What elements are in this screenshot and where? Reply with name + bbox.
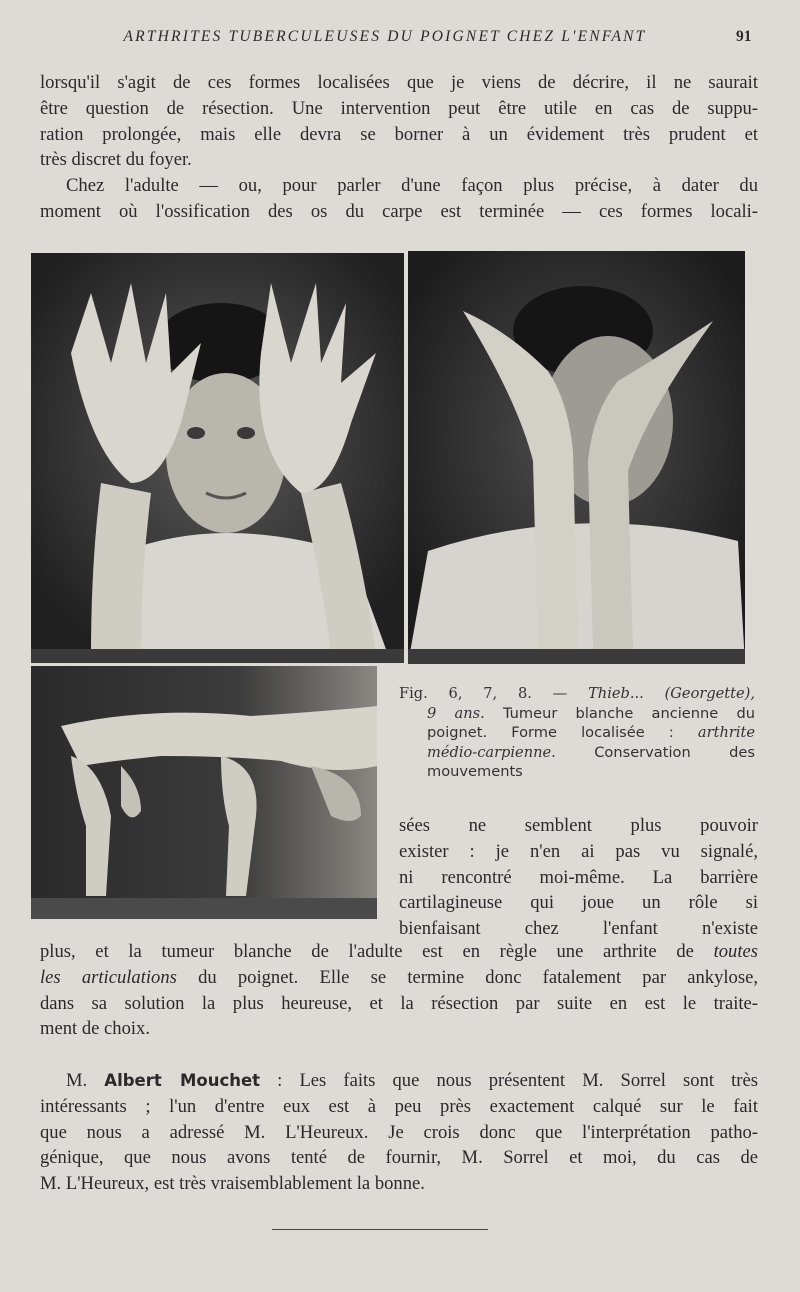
paragraph-discussion	[40, 1068, 758, 1197]
text-line: M. Albert Mouchet : Les faits que nous présentent M. Sorrel sont très	[66, 1070, 758, 1091]
text-line: exister : je n'en ai pas vu signalé,	[399, 840, 758, 862]
text-line: Chez l'adulte — ou, pour parler d'une façon plus précise, à dater du	[66, 175, 758, 197]
paragraph-2-wrapped	[399, 813, 758, 942]
caption-line: 9 ans. Tumeur blanche ancienne du	[427, 704, 755, 722]
photo-hands-side-illustration	[31, 666, 377, 919]
text-line: dans sa solution la plus heureuse, et la résection par suite en est le traite-	[40, 992, 758, 1014]
text-line: sées ne semblent plus pouvoir	[399, 815, 758, 836]
figure-photo-wrists-flexed	[408, 251, 745, 664]
patient-age: 9 ans.	[427, 704, 485, 722]
text-line: cartilagineuse qui joue un rôle si	[399, 892, 758, 914]
paragraph-1	[40, 70, 758, 225]
section-divider	[272, 1229, 488, 1230]
running-title: ARTHRITES TUBERCULEUSES DU POIGNET CHEZ L'ENFANT	[123, 28, 647, 45]
text-line: les articulations du poignet. Elle se termine donc fatalement par ankylose,	[40, 966, 758, 988]
page: ARTHRITES TUBERCULEUSES DU POIGNET CHEZ L'ENFANT 91 lorsqu'il s'agit de ces formes localisées que je viens de décrire, il ne saurait être question de résection. Une intervention peut être utile en cas de suppu- ration prolongée, mais elle devra se borner à un évidement très prudent et très discret du foyer. Chez l'adulte — ou, pour parler d'une façon plus précise, à dater du moment où l'ossification des os du carpe est terminée — ces formes locali- Fig. 6, 7, 8. — Thieb... (Georgette), 9 ans. Tumeur blanche ancienne du poignet. Forme localisée : arthrite médio-carpienne. Conservation des mouvements sées ne semblent plus pouvoir exister : je n'en ai pas vu signalé, ni rencontré moi-même. La barrière cartilagineuse qui joue un rôle si bienfaisant chez l'enfant n'existe plus, et la tumeur blanche de l'adulte est en règle une arthrite de toutes les articulations du poignet. Elle se termine donc fatalement par ankylose, dans sa solution la plus heureuse, et la résection par suite en est le traite- ment de choix. M. Albert Mouchet : Les faits que nous présentent M. Sorrel sont très intéressants ; l'un d'entre eux est à peu près exactement calqué sur le fait que nous a adressé M. L'Heureux. Je crois donc que l'interprétation patho- génique, que nous avons tenté de fournir, M. Sorrel et moi, du cas de M. L'Heureux, est très vraisemblablement la bonne.	[0, 0, 800, 1292]
caption-line	[399, 684, 755, 704]
text-line: être question de résection. Une intervention peut être utile en cas de suppu-	[40, 97, 758, 119]
text-line: génique, que nous avons tenté de fournir, M. Sorrel et moi, du cas de	[40, 1147, 758, 1169]
text-line: que nous a adressé M. L'Heureux. Je crois donc que l'interprétation patho-	[40, 1121, 758, 1143]
text-line: intéressants ; l'un d'entre eux est à peu près exactement calqué sur le fait	[40, 1095, 758, 1117]
photo-wrists-flexed-illustration	[408, 251, 745, 664]
text-line: plus, et la tumeur blanche de l'adulte est en règle une arthrite de toutes	[40, 941, 758, 962]
text-line: très discret du foyer.	[40, 149, 192, 171]
figure-caption	[399, 684, 755, 782]
text-line: ment de choix.	[40, 1018, 150, 1040]
text-line: ration prolongée, mais elle devra se borner à un évidement très prudent et	[40, 123, 758, 145]
caption-line: mouvements	[427, 763, 523, 781]
photo-hands-palms-illustration	[31, 253, 404, 663]
caption-line: médio-carpienne. Conservation des	[427, 743, 755, 761]
paragraph-2-continued	[40, 939, 758, 1042]
figure-label: Fig. 6, 7, 8. —	[399, 685, 589, 702]
text-line: lorsqu'il s'agit de ces formes localisées que je viens de décrire, il ne saurait	[40, 72, 758, 93]
caption-line: poignet. Forme localisée : arthrite	[427, 724, 755, 742]
text-line: moment où l'ossification des os du carpe est terminée — ces formes locali-	[40, 200, 758, 222]
patient-firstname: (Georgette),	[664, 685, 756, 702]
text-line: bienfaisant chez l'enfant n'existe	[399, 918, 758, 940]
speaker-name: Albert Mouchet	[104, 1071, 261, 1090]
figure-photo-hands-side	[31, 666, 377, 919]
figure-photo-hands-palms	[31, 253, 404, 663]
text-line: M. L'Heureux, est très vraisemblablement la bonne.	[40, 1173, 425, 1195]
patient-name: Thieb...	[588, 685, 644, 702]
text-line: ni rencontré moi-même. La barrière	[399, 866, 758, 888]
